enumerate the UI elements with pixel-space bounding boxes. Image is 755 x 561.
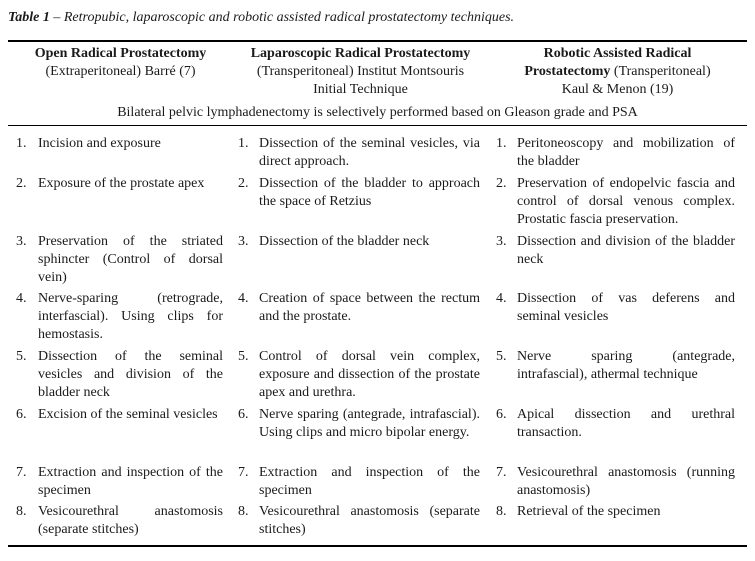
column-header-line (490, 63, 745, 81)
column-header-text: Kaul & Menon (19) (561, 82, 674, 97)
column-header-2 (233, 45, 488, 99)
step-number: 3. (496, 234, 507, 249)
column-header-bold: Open Radical Prostatectomy (34, 46, 207, 61)
step-number: 5. (238, 349, 249, 364)
step-text: Dissection of the bladder neck (259, 234, 430, 249)
step-number: 7. (238, 465, 249, 480)
table-cell (496, 135, 735, 171)
table-caption (8, 10, 514, 26)
table-cell (238, 290, 480, 326)
step-text: Creation of space between the rectum and the prostate. (259, 291, 480, 324)
column-header-line (233, 63, 488, 81)
table-cell (16, 290, 223, 344)
column-header-line (233, 45, 488, 63)
column-header-text: (Extraperitoneal) Barré (7) (45, 64, 196, 79)
column-header-line (8, 63, 233, 81)
table-caption-text: – Retropubic, laparoscopic and robotic assisted radical prostatectomy techniques. (49, 10, 515, 25)
top-rule (8, 40, 747, 42)
column-header-bold: Prostatectomy (524, 64, 611, 79)
table-cell (238, 348, 480, 402)
step-text: Dissection of vas deferens and seminal vesicles (517, 291, 735, 324)
lymphadenectomy-note: Bilateral pelvic lymphadenectomy is selectively performed based on Gleason grade and PSA (117, 105, 638, 120)
table-cell (238, 175, 480, 211)
step-number: 2. (496, 176, 507, 191)
table-cell (16, 135, 223, 153)
step-number: 6. (496, 407, 507, 422)
column-header-line (233, 81, 488, 99)
step-text: Nerve-sparing (retrograde, interfascial). Using clips for hemostasis. (38, 291, 223, 342)
table-cell (16, 503, 223, 539)
table-cell (238, 135, 480, 171)
table-cell (238, 233, 480, 251)
table-cell (16, 348, 223, 402)
table-cell (496, 175, 735, 229)
column-header-bold: Laparoscopic Radical Prostatectomy (250, 46, 471, 61)
bottom-rule (8, 545, 747, 547)
step-number: 5. (496, 349, 507, 364)
step-number: 8. (16, 504, 27, 519)
step-text: Peritoneoscopy and mobilization of the bladder (517, 136, 735, 169)
column-header-bold: Robotic Assisted Radical (543, 46, 692, 61)
step-text: Dissection of the seminal vesicles and division of the bladder neck (38, 349, 223, 400)
step-text: Vesicourethral anastomosis (separate stitches) (38, 504, 223, 537)
table-cell (16, 464, 223, 500)
step-number: 6. (16, 407, 27, 422)
step-text: Preservation of the striated sphincter (Control of dorsal vein) (38, 234, 223, 285)
column-header-text: Initial Technique (313, 82, 408, 97)
step-text: Extraction and inspection of the specimen (259, 465, 480, 498)
column-header-text: (Transperitoneal) Institut Montsouris (256, 64, 465, 79)
step-text: Nerve sparing (antegrade, intrafascial), athermal technique (517, 349, 735, 382)
table-cell (16, 233, 223, 287)
step-number: 1. (16, 136, 27, 151)
step-number: 4. (16, 291, 27, 306)
step-text: Preservation of endopelvic fascia and control of dorsal venous complex. Prostatic fascia preservation. (517, 176, 735, 227)
column-header-line (490, 45, 745, 63)
step-text: Vesicourethral anastomosis (separate stitches) (259, 504, 480, 537)
step-number: 3. (238, 234, 249, 249)
step-text: Vesicourethral anastomosis (running anastomosis) (517, 465, 735, 498)
step-text: Incision and exposure (38, 136, 161, 151)
step-number: 5. (16, 349, 27, 364)
column-header-text: (Transperitoneal) (610, 64, 711, 79)
table-cell (238, 464, 480, 500)
step-number: 2. (16, 176, 27, 191)
step-number: 7. (16, 465, 27, 480)
step-text: Excision of the seminal vesicles (38, 407, 218, 422)
step-number: 2. (238, 176, 249, 191)
step-number: 8. (238, 504, 249, 519)
table-label: Table 1 (8, 10, 50, 25)
step-number: 6. (238, 407, 249, 422)
column-header-line (490, 81, 745, 99)
column-header-1 (8, 45, 233, 81)
header-rule (8, 125, 747, 126)
table-cell (496, 503, 735, 521)
table-cell (496, 290, 735, 326)
table-cell (496, 348, 735, 384)
table-cell (496, 406, 735, 442)
step-text: Extraction and inspection of the specimen (38, 465, 223, 498)
table-cell (496, 233, 735, 269)
step-number: 3. (16, 234, 27, 249)
step-number: 7. (496, 465, 507, 480)
step-number: 4. (238, 291, 249, 306)
step-text: Dissection of the bladder to approach the space of Retzius (259, 176, 480, 209)
step-number: 8. (496, 504, 507, 519)
table-cell (238, 503, 480, 539)
step-text: Nerve sparing (antegrade, intrafascial). Using clips and micro bipolar energy. (259, 407, 480, 440)
step-text: Dissection of the seminal vesicles, via direct approach. (259, 136, 480, 169)
step-number: 1. (496, 136, 507, 151)
step-text: Dissection and division of the bladder neck (517, 234, 735, 267)
step-text: Retrieval of the specimen (517, 504, 661, 519)
table-cell (238, 406, 480, 442)
column-header-line (8, 45, 233, 63)
table-cell (16, 175, 223, 193)
step-number: 1. (238, 136, 249, 151)
step-text: Control of dorsal vein complex, exposure and dissection of the prostate apex and urethra. (259, 349, 480, 400)
table-cell (496, 464, 735, 500)
table-cell (16, 406, 223, 424)
step-number: 4. (496, 291, 507, 306)
step-text: Apical dissection and urethral transaction. (517, 407, 735, 440)
step-text: Exposure of the prostate apex (38, 176, 205, 191)
column-header-3 (490, 45, 745, 99)
